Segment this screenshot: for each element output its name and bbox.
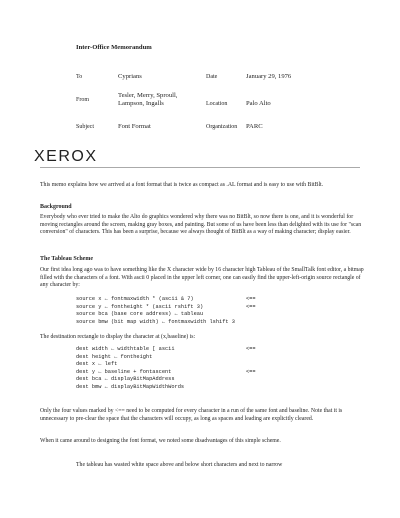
- dest-line: dest y ← baseline + fontascent: [76, 368, 172, 375]
- dest-line: dest width ← widthtable [ ascii: [76, 346, 175, 352]
- compute-marker: <==: [246, 304, 256, 310]
- organization-label: Organization: [206, 124, 238, 130]
- source-code-block: [76, 296, 235, 326]
- background-heading: Background: [40, 204, 72, 210]
- compute-marker: <==: [246, 346, 256, 352]
- only-four-values-paragraph: Only the four values marked by <== need to be computed for every character in a run of the same font and baseline. Note that it is unnecessary to pre-clear the space that the characters will occupy, as long as spaces and leading are explicitly cleared.: [40, 408, 343, 422]
- date-label: Date: [206, 74, 218, 80]
- font-format-paragraph: When it came around to designing the font format, we noted some disadvantages of this simple scheme.: [40, 438, 281, 444]
- background-paragraph: Everybody who ever tried to make the Alto do graphics wondered why there was no BitBlt, so now there is one, and it is wonderful for moving rectangles around the screen, making gray boxes, and painting. But some of us have been less than delighted with its use for "scan conversion" of characters. This has been a surprise, because we always thought of BitBlt as a way of making character; display easier.: [40, 214, 362, 236]
- destination-paragraph: The destination rectangle to display the character at (x,baseline) is:: [40, 334, 196, 340]
- dest-line: dest bca ← displayBitMapAddress: [76, 376, 175, 383]
- xerox-logo: XEROX: [34, 148, 98, 165]
- from-value-line1: Tesler, Merry, Sproull,: [118, 92, 178, 99]
- dest-line: dest x ← left: [76, 361, 118, 368]
- location-label: Location: [206, 101, 228, 107]
- to-value: Cyprians: [118, 73, 142, 80]
- source-line: source bmw (bit map width) ← fontmaxwidth lshift 3: [76, 318, 235, 325]
- subject-label: Subject: [76, 124, 94, 130]
- source-line: source y ← fontheight * (ascii rshift 3): [76, 303, 204, 310]
- dest-code-block: [76, 346, 184, 392]
- from-label: From: [76, 97, 90, 103]
- source-line: source bca (base core address) ← tableau: [76, 311, 204, 318]
- tableau-waste-paragraph: The tableau has wasted white space above and below short characters and next to narrow: [76, 462, 283, 468]
- source-line: source x ← fontmaxwidth * (ascii & 7): [76, 296, 194, 302]
- memo-title: Inter-Office Memorandum: [76, 44, 152, 51]
- tableau-paragraph: Our first idea long ago was to have something like the X character wide by 16 character high Tableau of the SmallTalk font editor, a bitmap filled with the characters of a font. With ascii 0 placed in the upper left corner, one can easily find the upper-left-origin source rectangle of any character by:: [40, 267, 364, 289]
- header-divider: [40, 167, 360, 168]
- to-label: To: [76, 74, 83, 80]
- dest-line: dest height ← fontheight: [76, 353, 153, 360]
- compute-marker: <==: [246, 296, 256, 302]
- tableau-heading: The Tableau Scheme: [40, 256, 94, 262]
- date-value: January 29, 1976: [246, 73, 292, 80]
- subject-value: Font Format: [118, 123, 151, 130]
- compute-marker: <==: [246, 369, 256, 375]
- from-value-line2: Lampson, Ingalls: [118, 100, 164, 107]
- dest-line: dest bmw ← displayBitMapWidthWords: [76, 383, 185, 390]
- intro-paragraph: This memo explains how we arrived at a font format that is twice as compact as .AL format and is easy to use with BitBlt.: [40, 182, 324, 188]
- location-value: Palo Alto: [246, 100, 271, 107]
- organization-value: PARC: [246, 123, 263, 130]
